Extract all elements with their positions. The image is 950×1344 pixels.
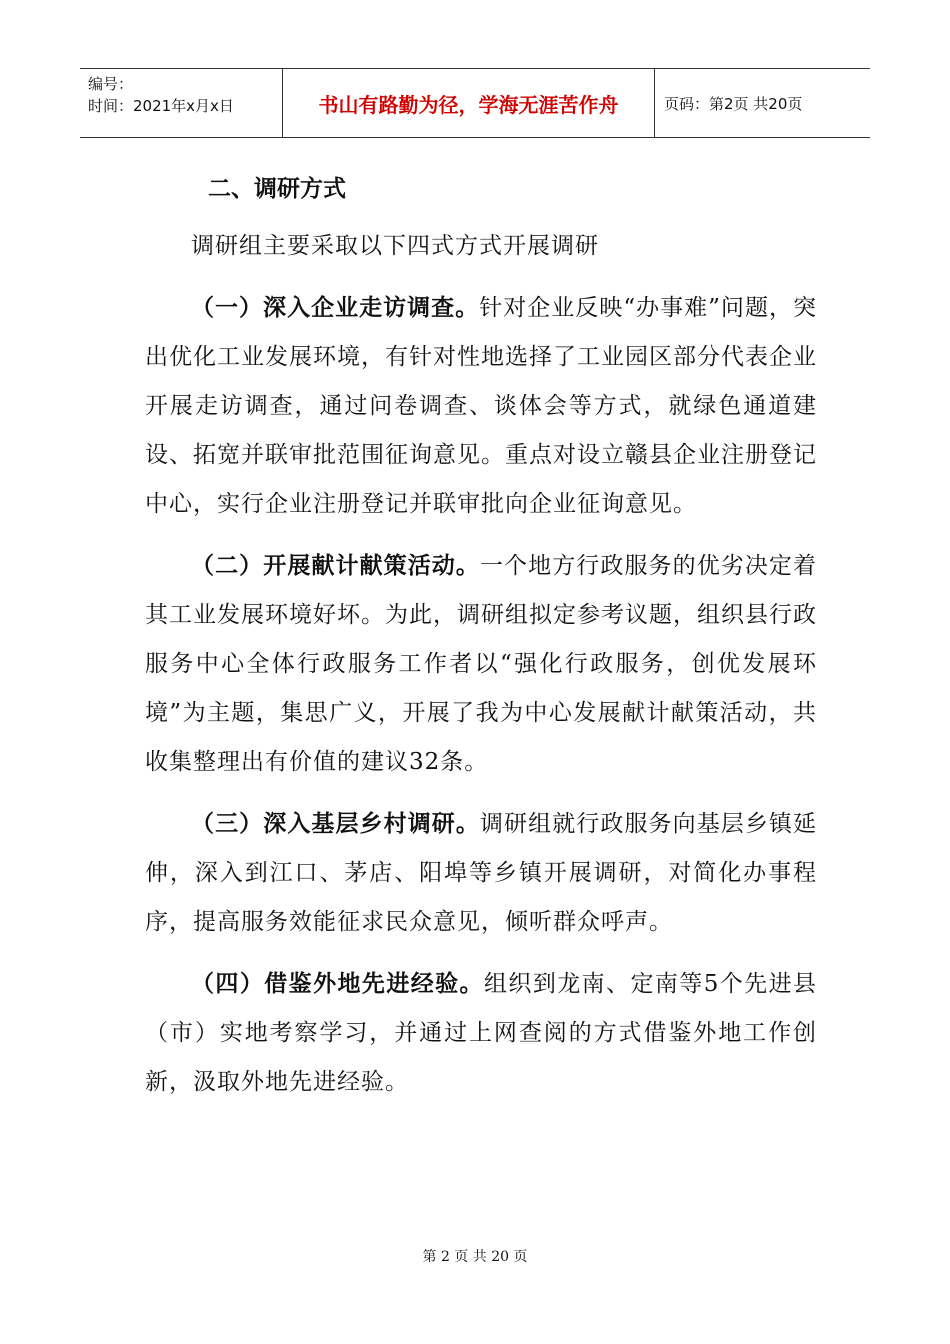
- item-text: 调研组就行政服务向基层乡镇延伸，深入到江口、茅店、阳埠等乡镇开展调研，对简化办事程序，提高服务效能征求民众意见，倾听群众呼声。: [145, 811, 818, 935]
- item-lead: （一）深入企业走访调查。: [191, 294, 480, 321]
- item-text: 针对企业反映“办事难”问题，突出优化工业发展环境，有针对性地选择了工业园区部分代表企业开展走访调查，通过问卷调查、谈体会等方式，就绿色通道建设、拓宽并联审批范围征询意见。重点对设立赣县企业注册登记中心，实行企业注册登记并联审批向企业征询意见。: [145, 295, 817, 517]
- intro-paragraph: 调研组主要采取以下四式方式开展调研: [191, 233, 599, 259]
- item-lead: （四）借鉴外地先进经验。: [191, 970, 484, 997]
- item-paragraph: [145, 283, 817, 529]
- item-lead: （二）开展献计献策活动。: [191, 552, 480, 579]
- document-number-label: 编号：: [88, 75, 134, 93]
- page-footer: 第 2 页 共 20 页: [422, 1249, 528, 1265]
- page-header: [80, 68, 870, 138]
- document-body: [145, 222, 817, 1119]
- item-paragraph: [145, 959, 817, 1107]
- item-paragraph: [145, 541, 817, 787]
- item-text: 组织到龙南、定南等5个先进县（市）实地考察学习，并通过上网查阅的方式借鉴外地工作创新，汲取外地先进经验。: [145, 971, 818, 1095]
- section-title: 二、调研方式: [208, 176, 346, 202]
- header-meta: [88, 73, 282, 117]
- header-divider: [654, 69, 655, 137]
- header-motto: 书山有路勤为径，学海无涯苦作舟: [318, 92, 619, 117]
- document-time-label: 时间：2021年x月x日: [88, 97, 234, 115]
- item-text: 一个地方行政服务的优劣决定着其工业发展环境好坏。为此，调研组拟定参考议题，组织县行政服务中心全体行政服务工作者以“强化行政服务，创优发展环境”为主题，集思广义，开展了我为中心发展献计献策活动，共收集整理出有价值的建议32条。: [145, 553, 818, 775]
- item-paragraph: [145, 799, 817, 947]
- item-lead: （三）深入基层乡村调研。: [191, 810, 480, 837]
- header-page-label: 页码：第2页 共20页: [664, 94, 803, 113]
